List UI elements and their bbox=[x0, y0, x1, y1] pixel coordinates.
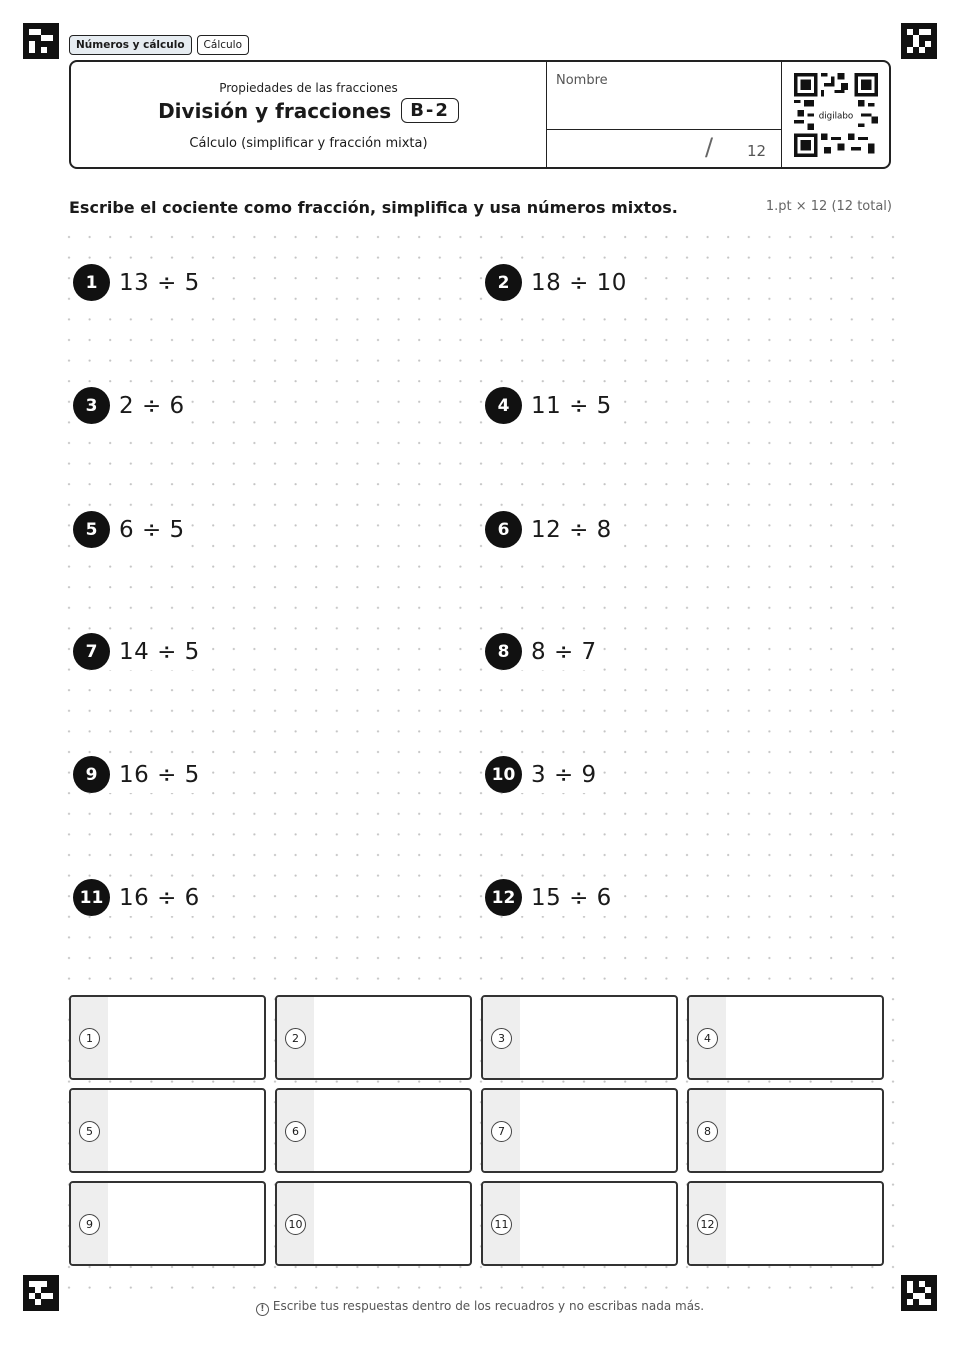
answer-box[interactable] bbox=[275, 1181, 472, 1266]
problem-number-badge: 1 bbox=[73, 264, 110, 301]
name-label: Nombre bbox=[556, 73, 608, 88]
problem-item bbox=[485, 756, 603, 793]
answer-number: 11 bbox=[491, 1214, 512, 1235]
answer-number: 12 bbox=[697, 1214, 718, 1235]
answer-box[interactable] bbox=[687, 1181, 884, 1266]
qr-code-icon bbox=[794, 73, 878, 157]
registration-marker-top-right bbox=[901, 23, 937, 59]
answer-number: 2 bbox=[285, 1028, 306, 1049]
qr-label: digilabo bbox=[818, 111, 854, 122]
problem-expression: 12 ÷ 8 bbox=[531, 516, 612, 543]
tag-numbers-calculation[interactable]: Números y cálculo bbox=[69, 35, 192, 55]
problem-expression: 14 ÷ 5 bbox=[119, 638, 200, 665]
answer-number: 9 bbox=[79, 1214, 100, 1235]
problem-number-badge: 3 bbox=[73, 387, 110, 424]
problem-item bbox=[73, 633, 206, 670]
problem-item bbox=[73, 756, 206, 793]
problem-item bbox=[485, 387, 618, 424]
tag-calculation[interactable]: Cálculo bbox=[197, 35, 249, 55]
answer-box[interactable] bbox=[481, 1181, 678, 1266]
answer-number: 7 bbox=[491, 1121, 512, 1142]
problem-item bbox=[485, 264, 633, 301]
worksheet-title: División y fracciones bbox=[158, 98, 392, 123]
info-icon: ! bbox=[256, 1303, 269, 1316]
answer-number: 10 bbox=[285, 1214, 306, 1235]
answer-number: 3 bbox=[491, 1028, 512, 1049]
worksheet-subtitle: Propiedades de las fracciones bbox=[219, 81, 398, 95]
problem-number-badge: 2 bbox=[485, 264, 522, 301]
worksheet-caption: Cálculo (simplificar y fracción mixta) bbox=[189, 136, 428, 151]
answer-number: 1 bbox=[79, 1028, 100, 1049]
problem-expression: 13 ÷ 5 bbox=[119, 269, 200, 296]
answer-box[interactable] bbox=[687, 1088, 884, 1173]
problem-number-badge: 8 bbox=[485, 633, 522, 670]
problem-number-badge: 11 bbox=[73, 879, 110, 916]
footer-note bbox=[0, 1299, 960, 1316]
answer-box[interactable] bbox=[275, 1088, 472, 1173]
problem-item bbox=[73, 387, 191, 424]
problem-number-badge: 9 bbox=[73, 756, 110, 793]
answer-box[interactable] bbox=[275, 995, 472, 1080]
answer-box[interactable] bbox=[69, 1181, 266, 1266]
answer-box[interactable] bbox=[687, 995, 884, 1080]
problem-item bbox=[485, 879, 618, 916]
problem-number-badge: 4 bbox=[485, 387, 522, 424]
title-row bbox=[71, 98, 546, 123]
problem-expression: 3 ÷ 9 bbox=[531, 761, 597, 788]
level-badge: B-2 bbox=[401, 98, 459, 123]
problem-number-badge: 12 bbox=[485, 879, 522, 916]
problem-item bbox=[73, 511, 191, 548]
answer-number: 8 bbox=[697, 1121, 718, 1142]
problem-number-badge: 5 bbox=[73, 511, 110, 548]
points-info: 1.pt × 12 (12 total) bbox=[765, 199, 892, 214]
answer-box[interactable] bbox=[69, 1088, 266, 1173]
instructions-text: Escribe el cociente como fracción, simplifica y usa números mixtos. bbox=[69, 198, 678, 217]
problem-expression: 6 ÷ 5 bbox=[119, 516, 185, 543]
problem-number-badge: 7 bbox=[73, 633, 110, 670]
score-slash: / bbox=[705, 133, 714, 161]
problem-expression: 15 ÷ 6 bbox=[531, 884, 612, 911]
problem-expression: 8 ÷ 7 bbox=[531, 638, 597, 665]
problem-expression: 11 ÷ 5 bbox=[531, 392, 612, 419]
problem-expression: 16 ÷ 5 bbox=[119, 761, 200, 788]
problem-expression: 2 ÷ 6 bbox=[119, 392, 185, 419]
footer-text: Escribe tus respuestas dentro de los recuadros y no escribas nada más. bbox=[272, 1299, 705, 1313]
problem-item bbox=[73, 879, 206, 916]
problem-item bbox=[485, 633, 603, 670]
problem-expression: 18 ÷ 10 bbox=[531, 269, 627, 296]
name-divider bbox=[547, 129, 781, 130]
problem-item bbox=[73, 264, 206, 301]
worksheet-header bbox=[69, 60, 891, 169]
name-score-block bbox=[546, 62, 782, 167]
answer-box[interactable] bbox=[481, 1088, 678, 1173]
problem-item bbox=[485, 511, 618, 548]
answer-number: 6 bbox=[285, 1121, 306, 1142]
answer-number: 5 bbox=[79, 1121, 100, 1142]
answer-box[interactable] bbox=[481, 995, 678, 1080]
answer-number: 4 bbox=[697, 1028, 718, 1049]
problem-number-badge: 10 bbox=[485, 756, 522, 793]
answer-box[interactable] bbox=[69, 995, 266, 1080]
problem-number-badge: 6 bbox=[485, 511, 522, 548]
problem-expression: 16 ÷ 6 bbox=[119, 884, 200, 911]
category-tags bbox=[69, 35, 249, 55]
score-total: 12 bbox=[747, 142, 767, 160]
title-block bbox=[71, 62, 546, 167]
registration-marker-top-left bbox=[23, 23, 59, 59]
